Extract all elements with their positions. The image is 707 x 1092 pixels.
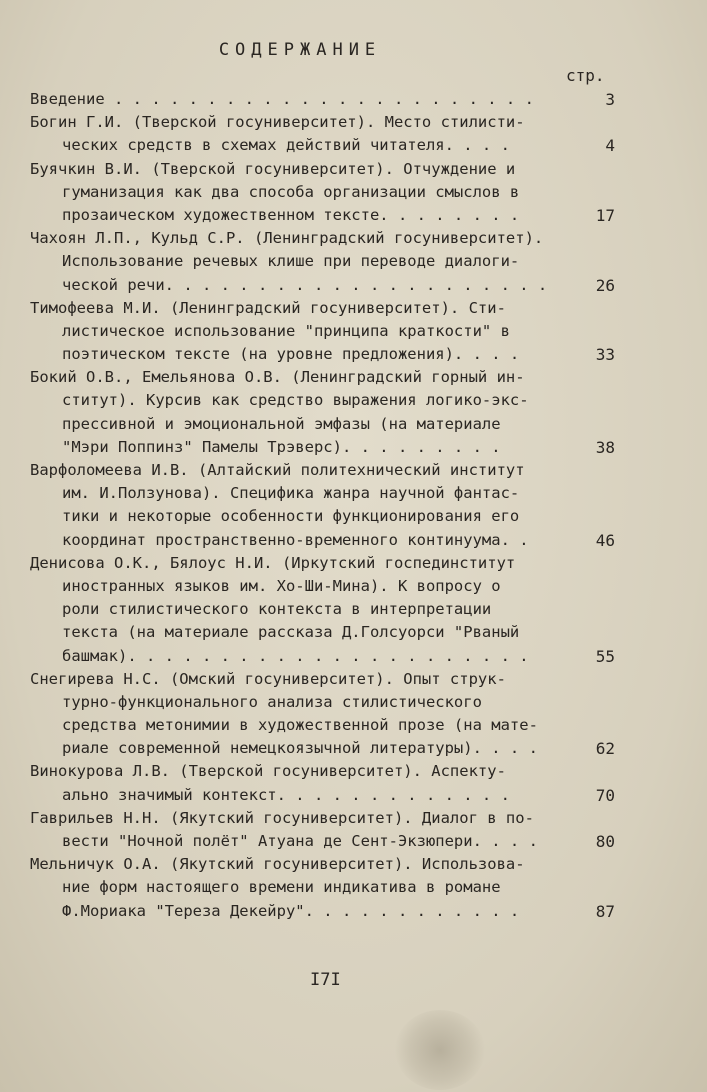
toc-entry-line: Варфоломеева И.В. (Алтайский политехнический институт xyxy=(30,461,525,479)
toc-entry xyxy=(30,807,690,853)
toc-entry xyxy=(30,158,690,228)
toc-entry-line: Богин Г.И. (Тверской госуниверситет). Место стилисти- xyxy=(30,113,525,132)
toc-entry-line: им. И.Ползунова). Специфика жанра научной фантас- xyxy=(62,484,520,503)
toc-entry-line: средства метонимии в художественной прозе (на мате- xyxy=(62,716,538,735)
toc-page-number: 70 xyxy=(595,785,615,805)
toc-page-number: 33 xyxy=(595,345,615,365)
toc-entry-line: Тимофеева М.И. (Ленинградский госуниверситет). Сти- xyxy=(30,298,506,317)
toc-entry xyxy=(30,853,690,923)
toc-entry-line: координат пространственно-временного континуума. . xyxy=(62,530,529,549)
toc-page-number: 62 xyxy=(595,739,615,759)
toc-entry xyxy=(30,88,690,111)
toc-entry-line: Мельничук О.А. (Якутский госуниверситет). Использова- xyxy=(30,855,525,874)
paper-stain xyxy=(395,1010,485,1090)
toc-page-number: 3 xyxy=(605,90,615,109)
toc-entry xyxy=(30,227,690,297)
toc-entry-line: гуманизация как два способа организации смыслов в xyxy=(62,182,520,201)
toc-entry-line: башмак). . . . . . . . . . . . . . . . . . . . . . xyxy=(62,646,529,665)
toc-entry-line: Гаврильев Н.Н. (Якутский госуниверситет). Диалог в по- xyxy=(30,808,534,827)
toc-entry-line: Ф.Мориака "Тереза Декейру". . . . . . . . . . . . xyxy=(62,901,520,920)
toc-entry-line: Чахоян Л.П., Кульд С.Р. (Ленинградский госуниверситет). xyxy=(30,229,544,248)
toc-entry-line: текста (на материале рассказа Д.Голсуорси "Рваный xyxy=(62,623,520,642)
toc-entry xyxy=(30,111,690,157)
toc-entry-line: риале современной немецкоязычной литературы). . . . xyxy=(62,739,538,758)
toc-entry-line: прессивной и эмоциональной эмфазы (на материале xyxy=(62,414,501,433)
page-title: СОДЕРЖАНИЕ xyxy=(218,40,382,60)
toc-entry-line: ческих средств в схемах действий читателя. . . . xyxy=(62,136,510,155)
toc-page-number: 4 xyxy=(605,136,615,156)
toc-list xyxy=(30,88,690,923)
toc-entry-line: вести "Ночной полёт" Атуана де Сент-Экзюпери. . . . xyxy=(62,832,538,850)
toc-page-number: 46 xyxy=(595,530,615,550)
toc-entry-line: ально значимый контекст. . . . . . . . . . . . . xyxy=(62,785,510,804)
toc-entry-line: Снегирева Н.С. (Омский госуниверситет). Опыт струк- xyxy=(30,669,506,688)
toc-entry xyxy=(30,366,690,459)
toc-entry xyxy=(30,760,690,806)
toc-entry-line: Винокурова Л.В. (Тверской госуниверситет). Аспекту- xyxy=(30,762,506,781)
toc-entry xyxy=(30,459,690,552)
toc-entry xyxy=(30,552,690,668)
toc-page-number: 17 xyxy=(595,205,615,225)
toc-entry-line: ческой речи. . . . . . . . . . . . . . . . . . . . . xyxy=(62,275,548,294)
toc-page-number: 55 xyxy=(595,646,615,666)
toc-entry xyxy=(30,668,690,761)
toc-page-number: 80 xyxy=(595,832,615,851)
toc-entry-line: ститут). Курсив как средство выражения логико-экс- xyxy=(62,391,529,410)
toc-entry-line: Буячкин В.И. (Тверской госуниверситет). Отчуждение и xyxy=(30,159,516,178)
toc-entry-line: тики и некоторые особенности функционирования его xyxy=(62,507,520,526)
toc-entry-line: прозаическом художественном тексте. . . . . . . . xyxy=(62,205,520,224)
page-number: I7I xyxy=(310,970,341,990)
toc-entry xyxy=(30,297,690,367)
toc-entry-line: Бокий О.В., Емельянова О.В. (Ленинградский горный ин- xyxy=(30,368,525,387)
toc-page-number: 26 xyxy=(595,275,615,295)
toc-entry-line: Денисова О.К., Бялоус Н.И. (Иркутский госпединститут xyxy=(30,553,516,572)
page-column-label: стр. xyxy=(566,66,605,85)
toc-entry-line: листическое использование "принципа краткости" в xyxy=(62,321,510,340)
toc-entry-line: роли стилистического контекста в интерпретации xyxy=(62,600,492,619)
toc-entry-line: иностранных языков им. Хо-Ши-Мина). К вопросу о xyxy=(62,576,501,595)
toc-entry-line: "Мэри Поппинз" Памелы Трэверс). . . . . . . . . xyxy=(62,437,501,456)
toc-entry-line: ние форм настоящего времени индикатива в романе xyxy=(62,878,501,897)
toc-page-number: 38 xyxy=(595,437,615,457)
toc-entry-line: поэтическом тексте (на уровне предложения). . . . xyxy=(62,345,520,364)
toc-entry-line: Использование речевых клише при переводе диалоги- xyxy=(62,252,520,271)
toc-page-number: 87 xyxy=(595,901,615,921)
toc-entry-line: Введение . . . . . . . . . . . . . . . . . . . . . . . xyxy=(30,90,534,108)
toc-entry-line: турно-функционального анализа стилистического xyxy=(62,692,482,711)
